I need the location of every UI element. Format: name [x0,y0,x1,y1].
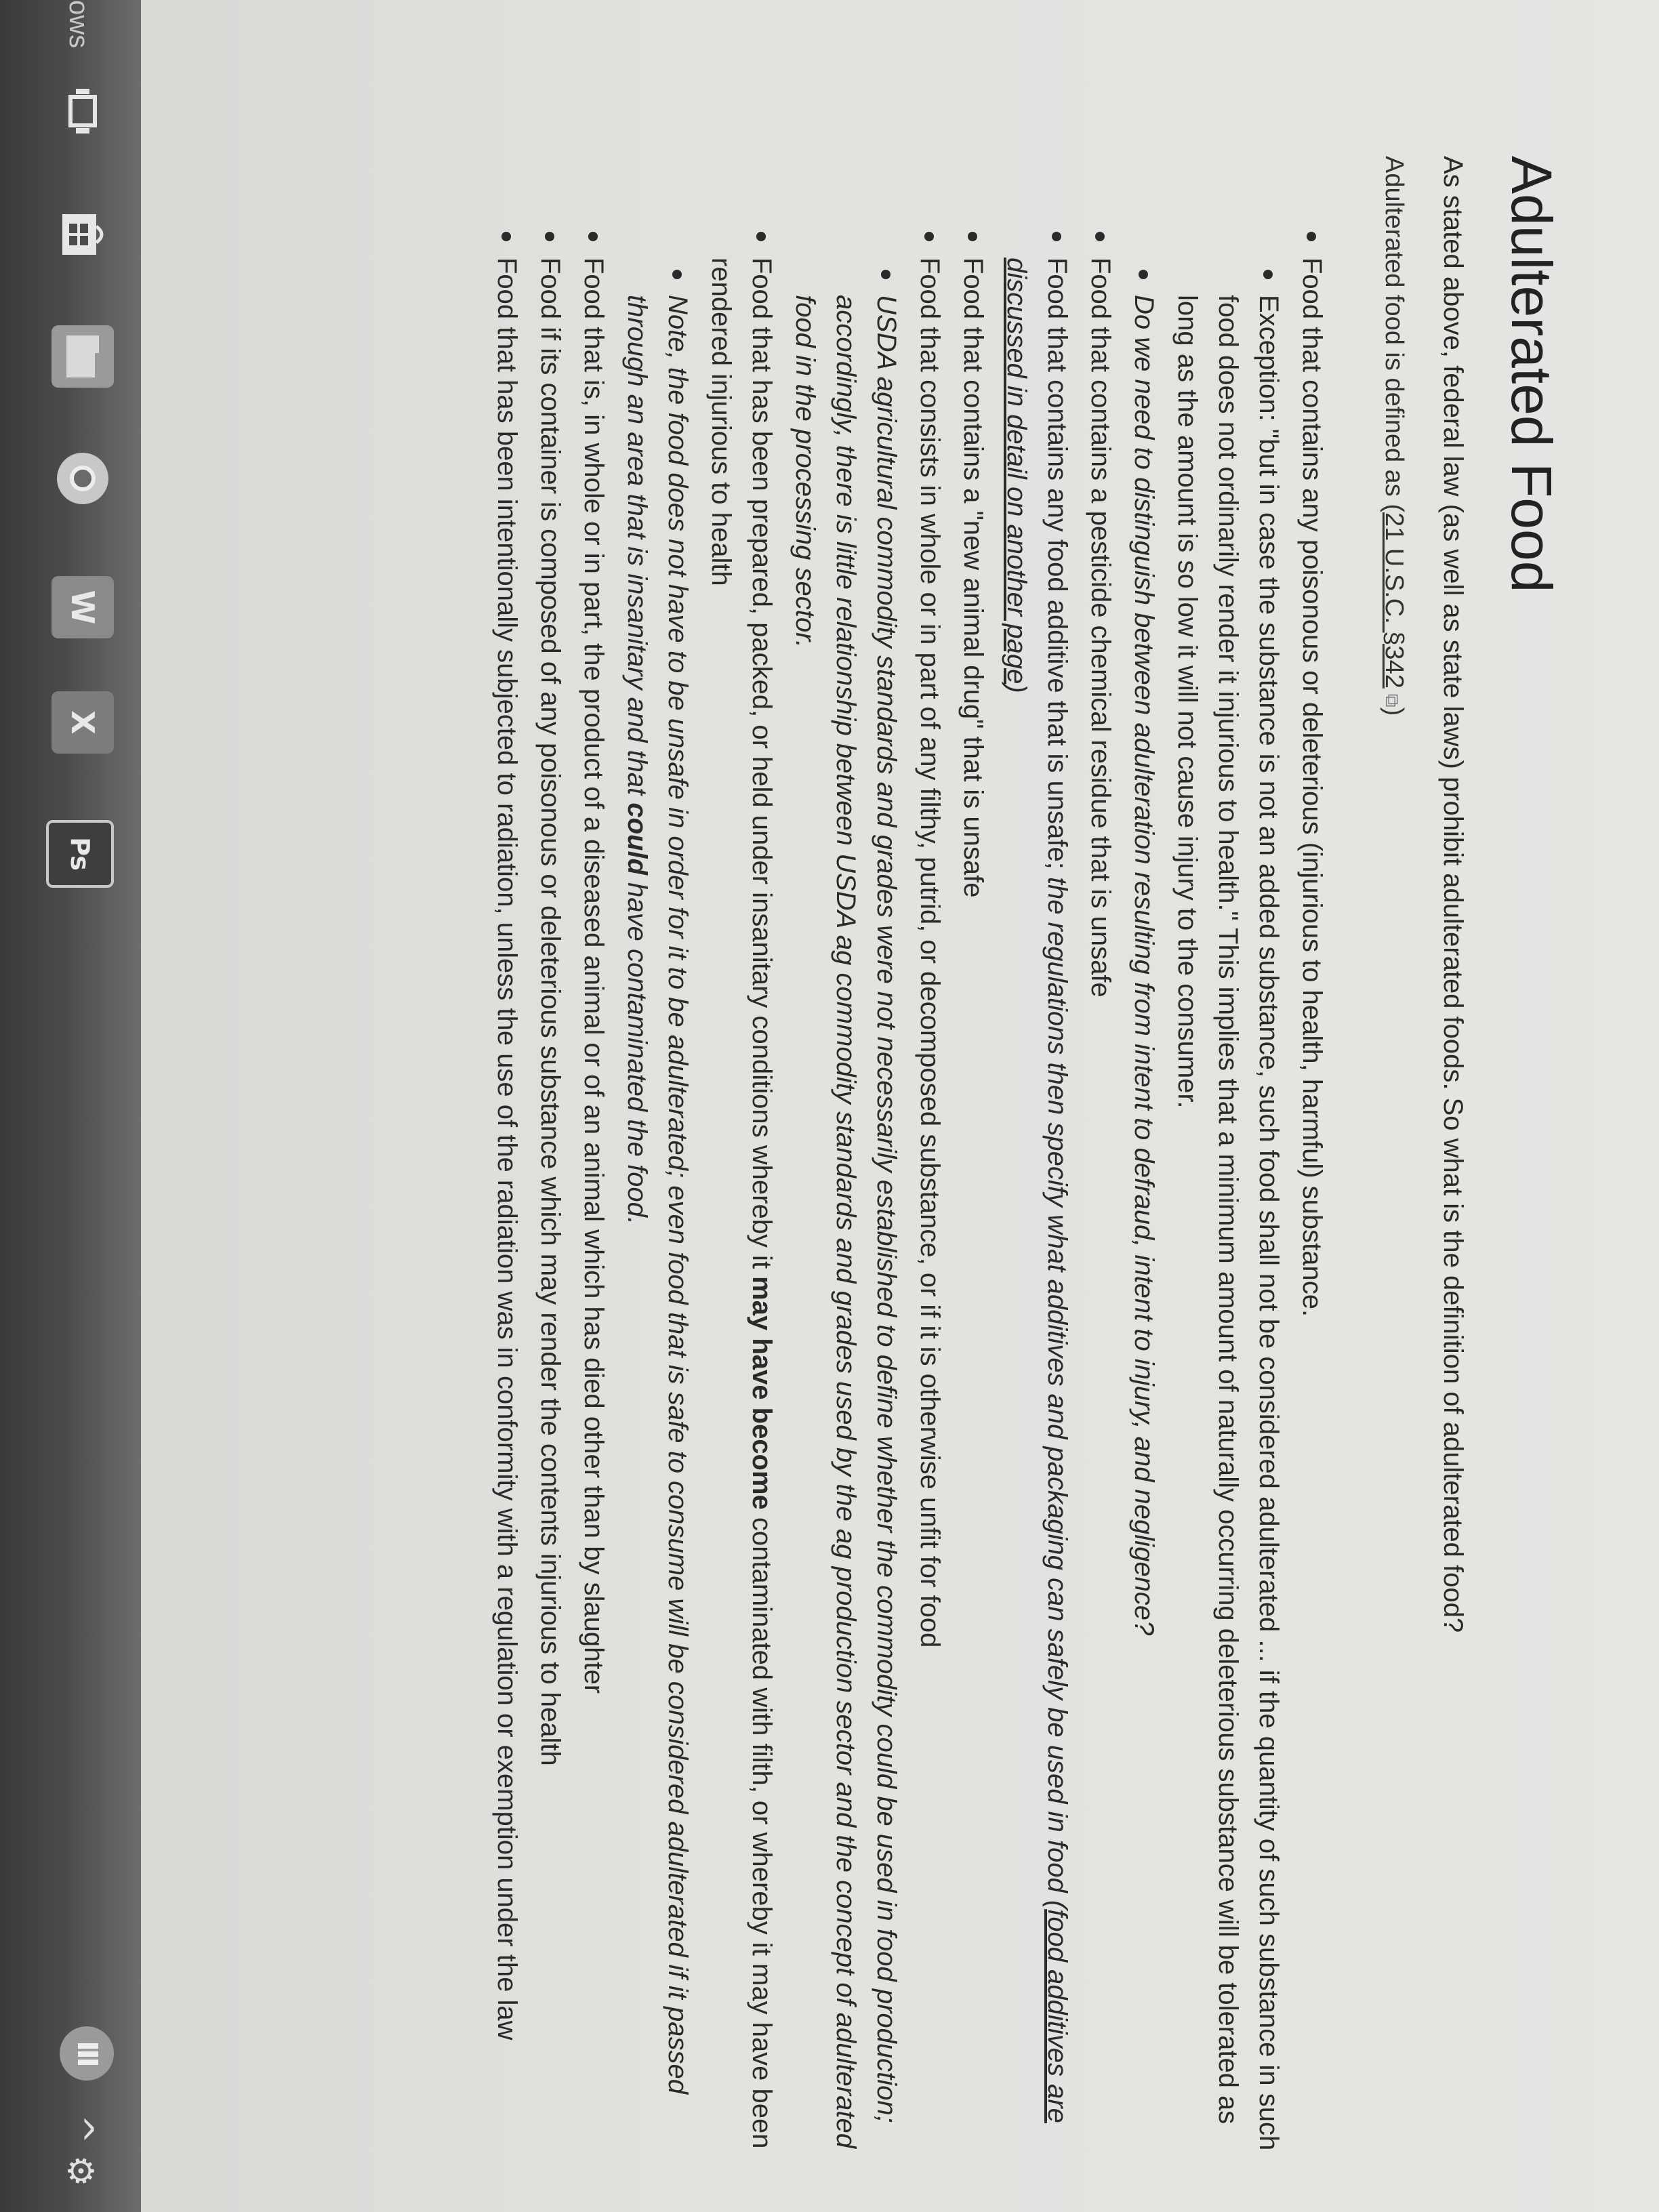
chrome-icon[interactable] [52,447,114,510]
task-view-icon[interactable] [52,80,114,142]
item-text: Food that contains any food additive that is unsafe; [1042,258,1072,877]
store-icon[interactable] [52,203,114,266]
item-text-bold: may have become [747,1276,777,1510]
excel-icon[interactable]: X [52,691,114,754]
item-text: Food that has been prepared, packed, or held under insanitary conditions whereby it [747,258,777,1277]
food-additives-link[interactable]: food additives are discussed in detail on another page [1002,258,1072,2123]
definition-prefix: Adulterated food is defined as ( [1380,156,1408,513]
network-icon[interactable]: ⚙ [60,2155,100,2187]
list-item: Food that consists in whole or in part of any filthy, putrid, or decomposed substance, or if it is otherwise unfit for food [909,156,950,2155]
intro-paragraph: As stated above, federal law (as well as state laws) prohibit adulterated foods. So what is the definition of adulterated food? [1438,156,1468,1633]
list-item: Food that contains any poisonous or deleterious (injurious to health, harmful) substance. [1292,156,1332,2155]
list-subitem: Do we need to distinguish between adulteration resulting from intent to defraud, intent to injury, and negligence? [1124,156,1164,2155]
item-text-italic: ) [1002,684,1031,693]
list-item: Food that has been intentionally subjected to radiation, unless the use of the radiation was in conformity with a regulation or exemption under the law [487,156,527,2155]
definition-line [1373,156,1413,2155]
document-body [484,156,1564,2155]
list-subitem: Exception: "but in case the substance is not an added substance, such food shall not be considered adulterated ... if the quantity of such substance in such food does not ordinarily render it injurious to health." This implies that a minimum amount of naturally occurring deleterious substance will be tolerated as long as the amount is so low it will not cause injury to the consumer. [1167,156,1289,2155]
item-text-italic: the regulations then specify what additives and packaging can safely be used in food ( [1042,876,1072,1910]
page-title: Adulterated Food [1500,156,1563,593]
notification-person-icon[interactable] [60,2026,114,2081]
list-item [701,156,782,2155]
adulteration-criteria-list [487,156,1332,2155]
list-item: Food if its container is composed of any poisonous or deleterious substance which may render the contents injurious to health [530,156,571,2155]
item-text: contaminated with filth, or whereby it may have been rendered injurious to health [706,258,777,2149]
citation-link[interactable]: 21 U.S.C. §342 [1380,512,1408,689]
word-icon[interactable]: W [52,576,114,638]
external-link-icon: ⧉ [1382,688,1403,708]
list-item [996,156,1078,2155]
list-subitem [617,156,698,2155]
list-subitem: USDA agricultural commodity standards and grades were not necessarily established to define whether the commodity could be used in food production; accordingly, there is little relationship between USDA ag commodity standards and grades used by the ag production sector and the concept of adulterated food in the processing sector. [785,156,907,2155]
tray-chevron-up-icon[interactable]: ^ [60,2114,100,2144]
taskbar-label: ows [64,0,94,49]
photoshop-icon[interactable]: Ps [46,820,114,888]
list-item: Food that contains a pesticide chemical residue that is unsafe [1080,156,1121,2155]
list-item: Food that is, in whole or in part, the product of a diseased animal or of an animal which has died other than by slaughter [573,156,614,2155]
item-text: Note, the food does not have to be unsafe in order for it to be adulterated; even food that is safe to consume will be considered adulterated if it passed through an area that is insanitary and that [622,295,693,2095]
item-text: have contaminated the food. [622,875,652,1225]
windows-taskbar [0,0,141,2212]
list-item: Food that contains a "new animal drug" that is unsafe [953,156,994,2155]
definition-suffix: ) [1380,707,1408,716]
item-text-bold: could [622,802,652,876]
file-explorer-icon[interactable] [52,325,114,388]
